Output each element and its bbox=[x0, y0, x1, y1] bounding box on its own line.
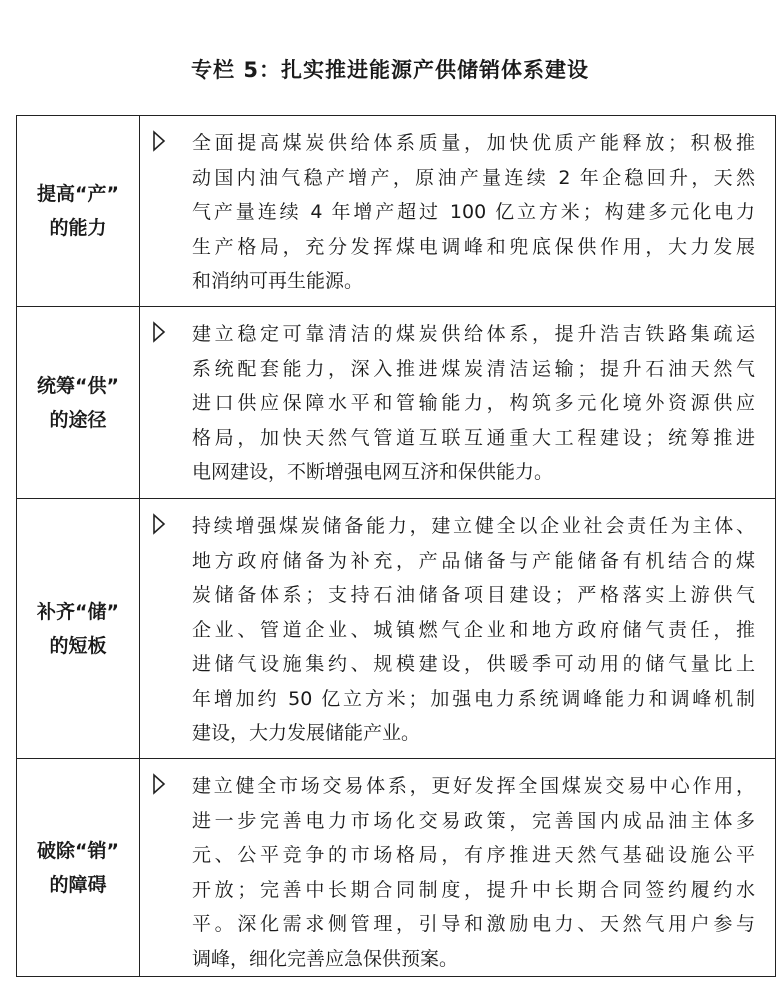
content-line: 全面提高煤炭供给体系质量，加快优质产能释放；积极推 bbox=[192, 132, 755, 154]
content-line: 元、公平竞争的市场格局，有序推进天然气基础设施公平 bbox=[192, 844, 755, 866]
row-label-line: 的障碍 bbox=[49, 873, 107, 896]
row-label bbox=[17, 307, 140, 498]
content-line: 建立健全市场交易体系，更好发挥全国煤炭交易中心作用， bbox=[192, 775, 755, 797]
hollow-arrow-right-icon bbox=[152, 513, 166, 535]
content-line: 生产格局，充分发挥煤电调峰和兜底保供作用，大力发展 bbox=[192, 235, 755, 258]
row-content bbox=[140, 116, 775, 306]
content-line: 地方政府储备为补充，产品储备与产能储备有机结合的煤 bbox=[192, 549, 755, 572]
content-line: 持续增强煤炭储备能力，建立健全以企业社会责任为主体、 bbox=[192, 515, 755, 537]
row-label-line: 统筹“供” bbox=[37, 374, 119, 397]
table-row bbox=[17, 758, 775, 976]
hollow-arrow-right-icon bbox=[152, 773, 166, 795]
row-label bbox=[17, 499, 140, 758]
row-content bbox=[140, 499, 775, 758]
content-table bbox=[16, 115, 776, 977]
content-line: 进储气设施集约、规模建设，供暖季可动用的储气量比上 bbox=[192, 653, 755, 675]
content-line: 建设，大力发展储能产业。 bbox=[192, 722, 421, 744]
content-line: 炭储备体系；支持石油储备项目建设；严格落实上游供气 bbox=[192, 584, 755, 606]
content-line: 进口供应保障水平和管输能力，构筑多元化境外资源供应 bbox=[192, 392, 755, 414]
row-label bbox=[17, 116, 140, 306]
row-label-line: 的能力 bbox=[49, 217, 107, 239]
content-line: 动国内油气稳产增产，原油产量连续 2 年企稳回升，天然 bbox=[192, 166, 755, 189]
hollow-arrow-right-icon bbox=[152, 321, 166, 343]
row-label-line: 的途径 bbox=[49, 408, 107, 431]
content-line: 格局，加快天然气管道互联互通重大工程建设；统筹推进 bbox=[192, 426, 755, 449]
content-line: 企业、管道企业、城镇燃气企业和地方政府储气责任，推 bbox=[192, 618, 755, 641]
hollow-arrow-right-icon bbox=[152, 130, 166, 152]
row-label-line: 提高“产” bbox=[37, 183, 119, 205]
row-content bbox=[140, 759, 775, 976]
content-line: 调峰，细化完善应急保供预案。 bbox=[192, 947, 459, 970]
row-label bbox=[17, 759, 140, 976]
page-title: 专栏 5：扎实推进能源产供储销体系建设 bbox=[191, 58, 589, 82]
content-line: 开放；完善中长期合同制度，提升中长期合同签约履约水 bbox=[192, 878, 755, 901]
content-line: 进一步完善电力市场化交易政策，完善国内成品油主体多 bbox=[192, 809, 755, 832]
content-line: 系统配套能力，深入推进煤炭清洁运输；提升石油天然气 bbox=[192, 357, 755, 380]
table-row bbox=[17, 116, 775, 306]
content-line: 平。深化需求侧管理，引导和激励电力、天然气用户参与 bbox=[192, 913, 755, 935]
content-line: 气产量连续 4 年增产超过 100 亿立方米；构建多元化电力 bbox=[192, 201, 755, 223]
content-line: 和消纳可再生能源。 bbox=[192, 270, 364, 292]
content-line: 年增加约 50 亿立方米；加强电力系统调峰能力和调峰机制 bbox=[192, 687, 755, 710]
row-content bbox=[140, 307, 775, 498]
content-line: 建立稳定可靠清洁的煤炭供给体系，提升浩吉铁路集疏运 bbox=[192, 323, 755, 345]
row-label-line: 的短板 bbox=[49, 634, 107, 657]
content-line: 电网建设，不断增强电网互济和保供能力。 bbox=[192, 461, 554, 483]
row-label-line: 补齐“储” bbox=[37, 600, 119, 623]
table-row bbox=[17, 498, 775, 758]
row-label-line: 破除“销” bbox=[37, 839, 119, 862]
table-row bbox=[17, 306, 775, 498]
